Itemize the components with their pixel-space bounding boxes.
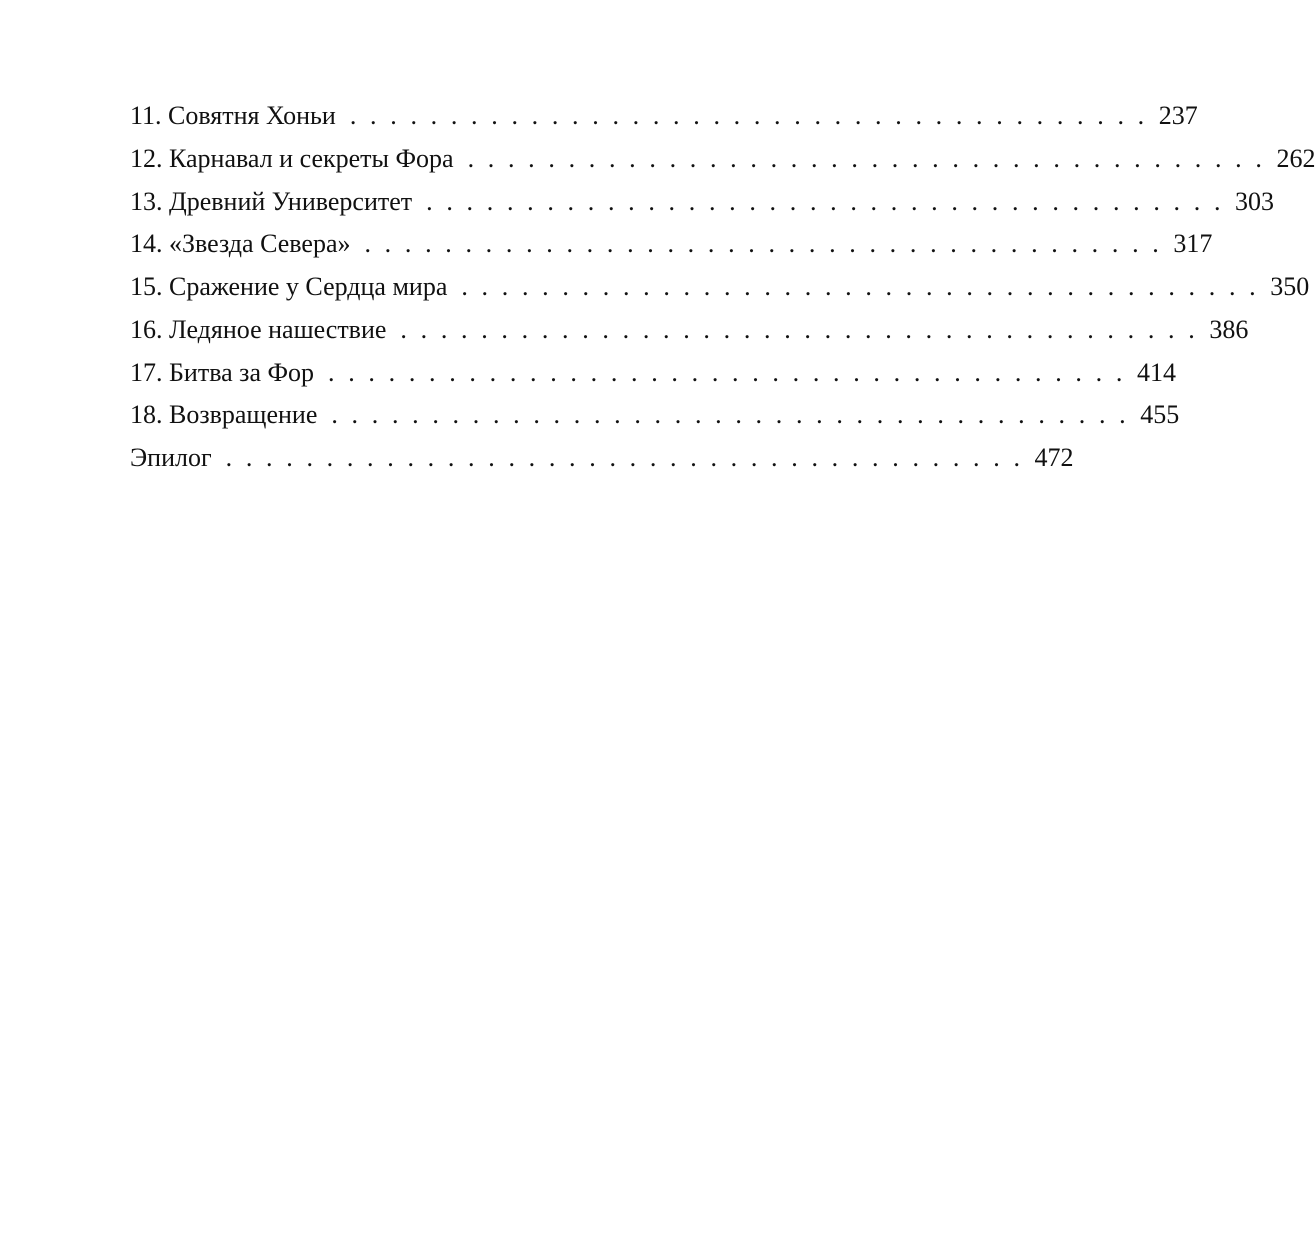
dot-leader: . . . . . . . . . . . . . . . . . . . . . . . . . . . . . . . . . . . . . . . .: [331, 400, 1130, 430]
dot-leader: . . . . . . . . . . . . . . . . . . . . . . . . . . . . . . . . . . . . . . . .: [461, 272, 1260, 301]
toc-entry-title: 14. «Звезда Севера»: [130, 229, 351, 259]
toc-entry-title: 16. Ледяное нашествие: [130, 314, 387, 344]
dot-leader: . . . . . . . . . . . . . . . . . . . . . . . . . . . . . . . . . . . . . . . .: [364, 229, 1163, 259]
toc-entry: [130, 352, 1176, 395]
toc-entry-page: 386: [1209, 314, 1249, 344]
toc-entry-page: 455: [1140, 400, 1180, 430]
toc-entry-title: 11. Совятня Хоньи: [130, 101, 336, 130]
toc-entry-title: 13. Древний Университет: [130, 186, 413, 216]
dot-leader: . . . . . . . . . . . . . . . . . . . . . . . . . . . . . . . . . . . . . . . .: [467, 143, 1266, 173]
dot-leader: . . . . . . . . . . . . . . . . . . . . . . . . . . . . . . . . . . . . . . . .: [328, 357, 1126, 387]
dot-leader: . . . . . . . . . . . . . . . . . . . . . . . . . . . . . . . . . . . . . . . .: [349, 101, 1148, 130]
toc-entry-page: 472: [1034, 443, 1074, 472]
toc-entry-title: 15. Сражение у Сердца мира: [130, 272, 448, 301]
toc-entry-title: Эпилог: [130, 443, 212, 472]
toc-entry: [130, 437, 1074, 480]
toc-entry-page: 414: [1136, 357, 1176, 387]
toc-entry: [130, 394, 1180, 437]
toc-entry-title: 17. Битва за Фор: [130, 357, 315, 387]
toc-entry: [130, 95, 1198, 138]
toc-entry-page: 350: [1270, 272, 1310, 301]
toc-entry-page: 317: [1173, 229, 1213, 259]
dot-leader: . . . . . . . . . . . . . . . . . . . . . . . . . . . . . . . . . . . . . . . .: [225, 443, 1024, 472]
toc-entry-title: 12. Карнавал и секреты Фора: [130, 143, 454, 173]
toc-entry: [130, 223, 1213, 266]
dot-leader: . . . . . . . . . . . . . . . . . . . . . . . . . . . . . . . . . . . . . . . .: [426, 186, 1225, 216]
toc-entry-page: 237: [1158, 101, 1198, 130]
toc-entry-page: 262: [1276, 143, 1315, 173]
toc-entry-page: 303: [1235, 186, 1275, 216]
table-of-contents: [130, 95, 1315, 480]
toc-entry-title: 18. Возвращение: [130, 400, 318, 430]
toc-entry: [130, 266, 1310, 309]
toc-entry: [130, 138, 1315, 181]
dot-leader: . . . . . . . . . . . . . . . . . . . . . . . . . . . . . . . . . . . . . . . .: [400, 314, 1199, 344]
toc-entry: [130, 181, 1275, 224]
toc-entry: [130, 309, 1249, 352]
